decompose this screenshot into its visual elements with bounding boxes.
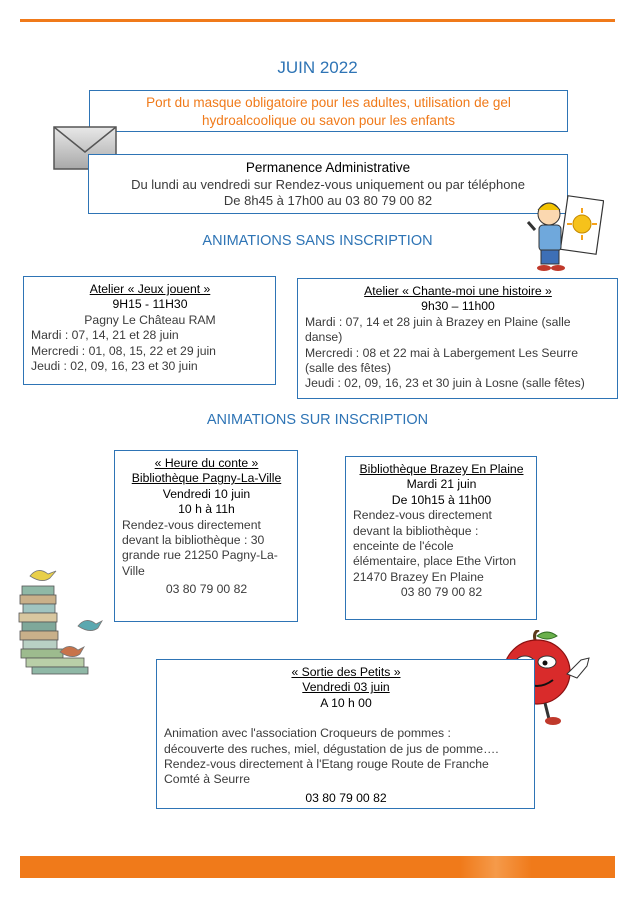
sortie-line: Rendez-vous directement à l'Etang rouge Route de Franche xyxy=(164,757,489,772)
bottom-bar xyxy=(20,856,615,878)
notice-line-1: Port du masque obligatoire pour les adultes, utilisation de gel xyxy=(146,95,511,110)
sortie-time: A 10 h 00 xyxy=(320,695,372,710)
jeux-line: Mardi : 07, 14, 21 et 28 juin xyxy=(31,328,179,343)
notice-line-2: hydroalcoolique ou savon pour les enfants xyxy=(202,113,455,128)
jeux-jouent-card xyxy=(23,276,276,385)
conte-phone: 03 80 79 00 82 xyxy=(165,582,248,597)
sortie-date: Vendredi 03 juin xyxy=(302,680,390,695)
brazey-line: Rendez-vous directement xyxy=(353,508,492,523)
section-free-heading: ANIMATIONS SANS INSCRIPTION xyxy=(202,233,433,249)
brazey-line: élémentaire, place Ethe Virton xyxy=(353,554,517,569)
conte-line: Ville xyxy=(122,563,145,578)
jeux-line: Jeudi : 02, 09, 16, 23 et 30 juin xyxy=(31,359,198,374)
sortie-line: Animation avec l'association Croqueurs de pommes : xyxy=(164,726,451,741)
section-registration-heading: ANIMATIONS SUR INSCRIPTION xyxy=(206,412,429,428)
brazey-time: De 10h15 à 11h00 xyxy=(391,492,492,507)
top-rule xyxy=(20,19,615,22)
permanence-line-1: Du lundi au vendredi sur Rendez-vous uniquement ou par téléphone xyxy=(131,176,525,192)
permanence-title: Permanence Administrative xyxy=(245,160,411,175)
sortie-line: découverte des ruches, miel, dégustation de jus de pomme…. xyxy=(164,741,499,756)
conte-line: Rendez-vous directement xyxy=(122,517,261,532)
permanence-line-2: De 8h45 à 17h00 au 03 80 79 00 82 xyxy=(223,193,433,208)
jeux-place: Pagny Le Château RAM xyxy=(84,312,216,327)
brazey-date: Mardi 21 juin xyxy=(406,477,477,492)
sortie-phone: 03 80 79 00 82 xyxy=(305,790,387,805)
conte-time: 10 h à 11h xyxy=(178,502,235,517)
page-title: JUIN 2022 xyxy=(277,58,358,77)
jeux-time: 9H15 - 11H30 xyxy=(112,297,188,312)
sortie-petits-card xyxy=(156,659,535,809)
chante-line: (salle des fêtes) xyxy=(305,361,392,376)
mask-notice-box xyxy=(89,90,568,132)
conte-title: « Heure du conte » xyxy=(154,456,259,470)
chante-time: 9h30 – 11h00 xyxy=(421,299,495,314)
brazey-title: Bibliothèque Brazey En Plaine xyxy=(359,462,524,476)
conte-date: Vendredi 10 juin xyxy=(162,486,251,501)
chante-line: Mardi : 07, 14 et 28 juin à Brazey en Plaine (salle xyxy=(305,314,571,329)
chante-line: Mercredi : 08 et 22 mai à Labergement Les Seurre xyxy=(305,345,579,360)
books-birds-illustration xyxy=(16,556,106,676)
permanence-box xyxy=(88,154,568,214)
conte-line: devant la bibliothèque : 30 xyxy=(122,533,265,548)
conte-subtitle: Bibliothèque Pagny-La-Ville xyxy=(131,471,282,486)
conte-line: grande rue 21250 Pagny-La- xyxy=(122,548,278,563)
jeux-line: Mercredi : 01, 08, 15, 22 et 29 juin xyxy=(31,343,216,358)
heure-conte-card xyxy=(114,450,298,622)
sortie-title: « Sortie des Petits » xyxy=(291,665,401,679)
brazey-phone: 03 80 79 00 82 xyxy=(400,585,483,600)
sortie-line: Comté à Seurre xyxy=(164,772,251,787)
brazey-line: enceinte de l'école xyxy=(353,539,454,554)
chante-histoire-card xyxy=(297,278,618,399)
brazey-line: 21470 Brazey En Plaine xyxy=(353,569,484,584)
chante-line: danse) xyxy=(305,330,343,345)
brazey-line: devant la bibliothèque : xyxy=(353,523,479,538)
chante-line: Jeudi : 02, 09, 16, 23 et 30 juin à Losne (salle fêtes) xyxy=(305,376,585,391)
chante-title: Atelier « Chante-moi une histoire » xyxy=(364,284,552,298)
jeux-title: Atelier « Jeux jouent » xyxy=(89,282,211,296)
brazey-library-card xyxy=(345,456,537,620)
